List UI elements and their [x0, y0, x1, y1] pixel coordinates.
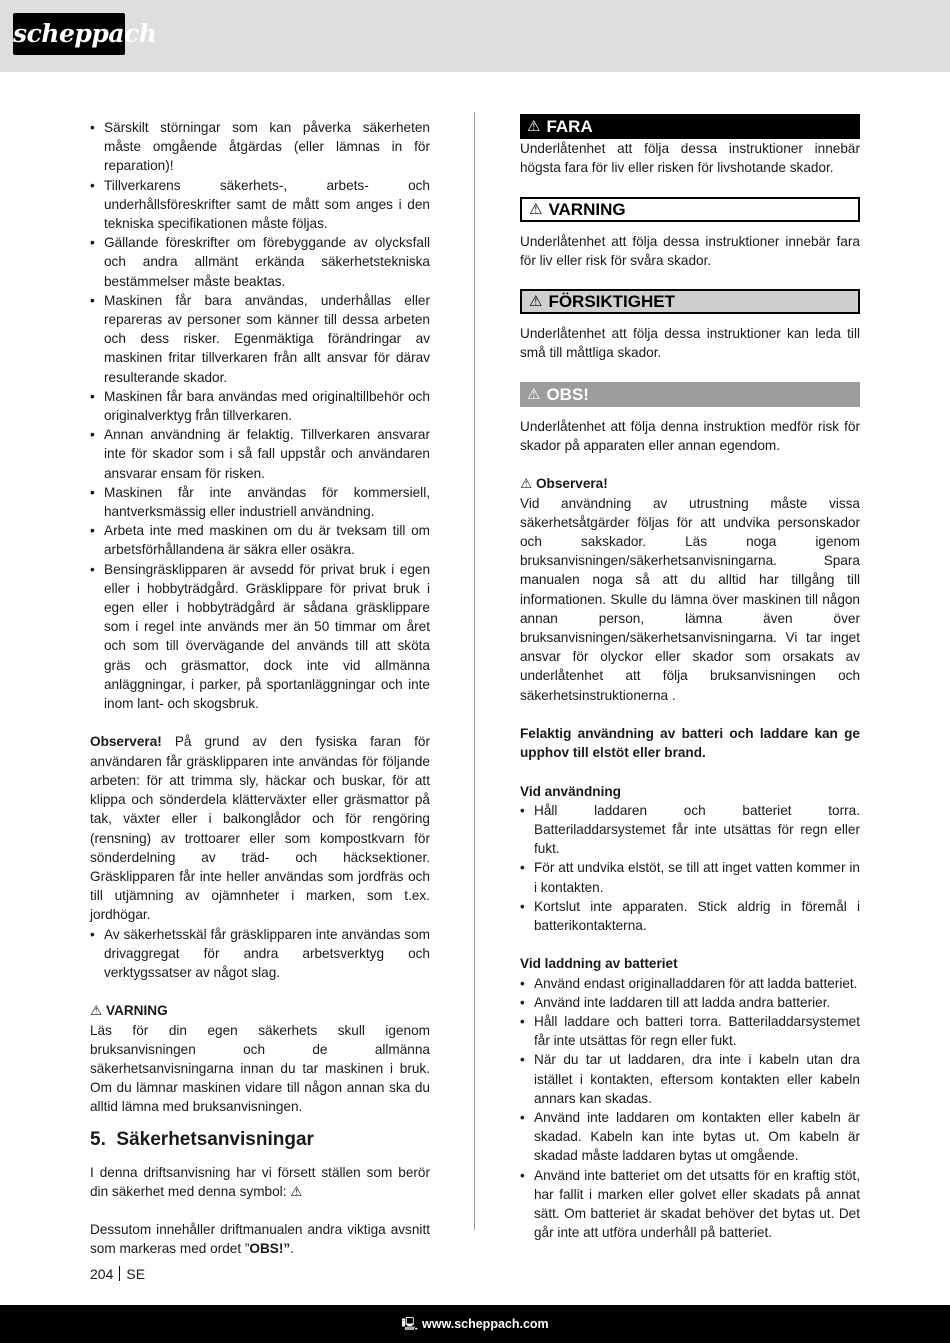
section-title: Säkerhetsanvisningar: [116, 1128, 314, 1150]
varning-text: Underlåtenhet att följa dessa instruktioner innebär fara för liv eller risk för svåra skador.: [520, 233, 860, 268]
fara-header: [520, 114, 860, 139]
obs-text-before: Dessutom innehåller driftmanualen andra viktiga avsnitt som markeras med ordet ”: [90, 1222, 430, 1257]
obs-text-after: .: [290, 1241, 294, 1257]
observera-label: Observera!: [535, 476, 608, 492]
column-divider: [474, 112, 475, 1230]
obs-paragraph: [90, 1220, 430, 1258]
list-item: • Kortslut inte apparaten. Stick aldrig in föremål i batterikontakterna.: [520, 897, 860, 935]
intro-paragraph: I denna driftsanvisning har vi försett ställen som berör din säkerhet med denna symbol: ⚠: [90, 1164, 430, 1199]
list-item: • Maskinen får inte användas för kommersiell, hantverksmässig eller industriell användning.: [90, 483, 430, 521]
observera-text: På grund av den fysiska faran för användaren får gräsklipparen inte användas för följande arbeten: för att trimma sly, häckar och buskar, för att klippa och sönderdela klätterväxter eller gräsmattor på tak, växter eller i balkonglådor och för rengöring (rensning) av trottoarer eller som kompostkvarn för sönderdelning av träd- och häcksektioner. Gräsklipparen får inte heller användas som jordfräs och till utjämning av ojämnheter i marken, som t.ex. jordhögar.: [90, 734, 430, 923]
header-bar: [0, 0, 950, 72]
left-column: [90, 118, 430, 1259]
usage-heading: Vid användning: [520, 783, 621, 799]
right-column: [520, 114, 860, 1242]
list-item: • Annan användning är felaktig. Tillverkaren ansvarar inte för skador som i så fall uppstår och användaren ansvarar ensam för risken.: [90, 425, 430, 483]
list-item: • Gällande föreskrifter om förebyggande av olycksfall och andra allmänt erkända säkerhetstekniska bestämmelser måste beaktas.: [90, 233, 430, 291]
warning-icon: ⚠: [529, 200, 543, 218]
list-item: • Bensingräsklipparen är avsedd för privat bruk i egen eller i hobbyträdgård. Gräsklippare för privat bruk i egen eller i hobbyträdgård är sådana gräsklippare som i regel inte används mer än 50 timmar om året och som till övervägande del används till att sköta gräs och gräsmattor, dock inte vid allmänna anläggningar, i parker, på sportanläggningar och inte inom lant- och skogsbruk.: [90, 560, 430, 714]
battery-warning-heading: Felaktig användning av batteri och laddare kan ge upphov till elstöt eller brand.: [520, 726, 860, 761]
observera-paragraph: [90, 732, 430, 924]
obs-text: Underlåtenhet att följa denna instruktion medför risk för skador på apparaten eller annan egendom.: [520, 418, 860, 453]
section-heading: [90, 1127, 430, 1153]
observera-text: Vid användning av utrustning måste vissa säkerhetsåtgärder följas för att undvika personskador och sakskador. Läs noga igenom bruksanvisningen/säkerhetsanvisningarna. Spara manualen noga så att du alltid har tillgång till informationen. Skulle du lämna över maskinen till någon annan person, lämna även över bruksanvisningen/säkerhetsanvisningarna. Vi tar inget ansvar för olyckor eller skador som orsakats av underlåtenhet att följa bruksanvisningen och säkerhetsinstruktionerna .: [520, 495, 860, 703]
list-item: • Använd inte batteriet om det utsatts för en kraftig stöt, har fallit i marken eller golvet eller skadats på annat sätt. Om batteriet är skadat behöver det bytas ut. Det går inte att utföra underhåll på batteriet.: [520, 1166, 860, 1243]
warning-icon: ⚠: [527, 118, 541, 135]
list-item: • Av säkerhetsskäl får gräsklipparen inte användas som drivaggregat för andra arbetsverktyg och verktygssatser av något slag.: [90, 925, 430, 983]
obs-header: [520, 382, 860, 407]
warning-icon: ⚠: [520, 476, 533, 492]
usage-list: [520, 801, 860, 935]
usage-restriction-list: [90, 925, 430, 983]
fara-text: Underlåtenhet att följa dessa instruktioner innebär högsta fara för liv eller risken för livshotande skador.: [520, 141, 860, 176]
list-item: • Tillverkarens säkerhets-, arbets- och underhållsföreskrifter samt de mått som anges i den tekniska specifikationen måste följas.: [90, 176, 430, 234]
list-item: • Maskinen får bara användas, underhållas eller repareras av personer som känner till dessa arbeten och dess risker. Egenmäktiga förändringar av maskinen fritar tillverkaren från allt ansvar för därav resulterande skador.: [90, 291, 430, 387]
list-item: • När du tar ut laddaren, dra inte i kabeln utan dra istället i kontakten, eftersom kontakten eller kabeln annars kan skadas.: [520, 1050, 860, 1108]
observera-heading: [520, 474, 860, 493]
list-item: • Särskilt störningar som kan påverka säkerheten måste omgående åtgärdas (eller lämnas in för reparation)!: [90, 118, 430, 176]
list-item: • Använd inte laddaren om kontakten eller kabeln är skadad. Kabeln kan inte bytas ut. Om kabeln är skadad måste laddaren bytas ut omgående.: [520, 1108, 860, 1166]
varning-note-text: Läs för din egen säkerhets skull igenom bruksanvisningen och de allmänna säkerhetsanvisningarna innan du tar maskinen i bruk. Om du lämnar maskinen vidare till någon annan ska du alltid lämna med bruksanvisningen.: [90, 1022, 430, 1115]
charging-list: [520, 974, 860, 1243]
footer-separator: [119, 1266, 120, 1281]
list-item: • Använd endast originalladdaren för att ladda batteriet.: [520, 974, 860, 993]
forsiktighet-title: FÖRSIKTIGHET: [548, 292, 676, 312]
list-item: • Håll laddaren och batteriet torra. Batteriladdarsystemet får inte utsättas för regn eller fukt.: [520, 801, 860, 859]
warning-icon: ⚠: [527, 385, 541, 403]
monitor-icon: 🖳: [401, 1317, 419, 1331]
section-number: 5.: [90, 1128, 106, 1150]
varning-title: VARNING: [548, 199, 626, 219]
list-item: • Håll laddare och batteri torra. Batteriladdarsystemet får inte utsättas för regn eller fukt.: [520, 1012, 860, 1050]
fara-title: FARA: [546, 117, 593, 136]
varning-note-label: VARNING: [105, 1003, 168, 1019]
list-item: • Använd inte laddaren till att ladda andra batterier.: [520, 993, 860, 1012]
page-number: 204: [90, 1266, 114, 1282]
list-item: • Arbeta inte med maskinen om du är tveksam till om arbetsförhållandena är säkra eller osäkra.: [90, 521, 430, 559]
language-code: SE: [126, 1266, 146, 1282]
bottom-bar: [0, 1305, 950, 1343]
warning-icon: ⚠: [529, 293, 543, 311]
scheppach-logo[interactable]: scheppach: [13, 13, 125, 55]
list-item: • Maskinen får bara användas med originaltillbehör och originalverktyg från tillverkaren.: [90, 387, 430, 425]
obs-word: OBS!”: [249, 1241, 291, 1257]
varning-header: [520, 197, 860, 222]
list-item: • För att undvika elstöt, se till att inget vatten kommer in i kontakten.: [520, 858, 860, 896]
forsiktighet-text: Underlåtenhet att följa dessa instruktioner kan leda till små till måttliga skador.: [520, 326, 860, 361]
observera-label: Observera!: [90, 734, 162, 750]
safety-rules-list: [90, 118, 430, 713]
website-link[interactable]: www.scheppach.com: [422, 1317, 549, 1331]
page-footer: [90, 1265, 145, 1283]
charging-heading: Vid laddning av batteriet: [520, 956, 678, 972]
obs-title: OBS!: [546, 384, 589, 404]
varning-note-heading: [90, 1001, 430, 1020]
forsiktighet-header: [520, 289, 860, 314]
warning-icon: ⚠: [90, 1003, 103, 1019]
